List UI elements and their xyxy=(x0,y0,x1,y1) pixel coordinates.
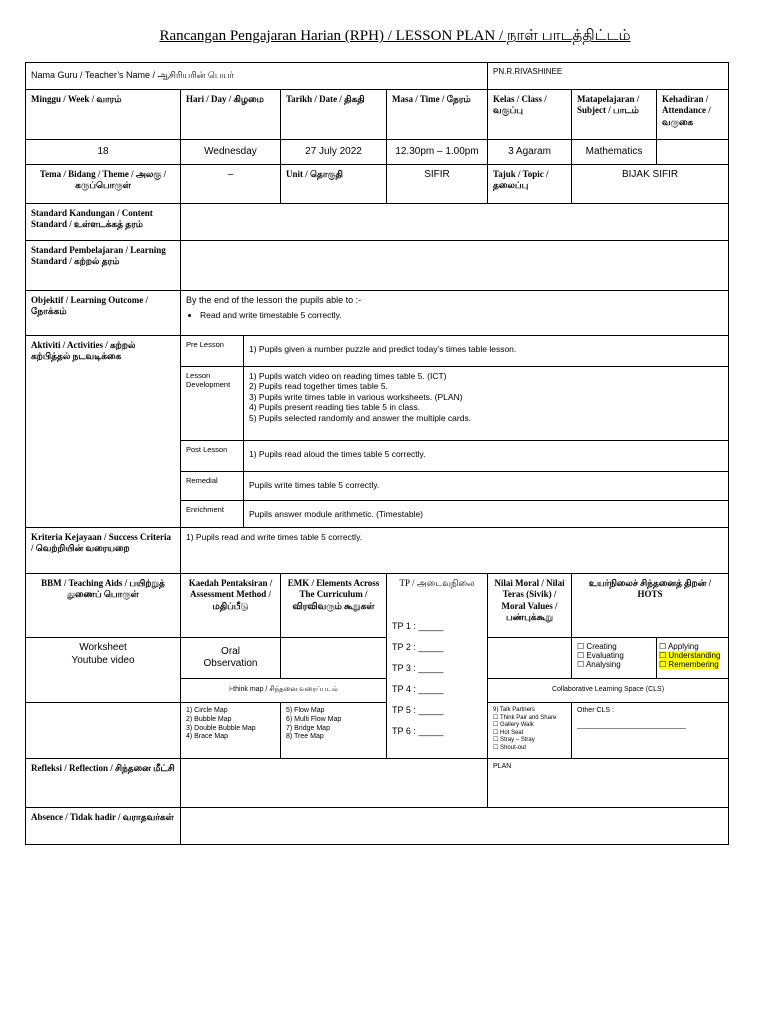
subject-value[interactable]: Mathematics xyxy=(572,140,657,165)
assessment-label: Kaedah Pentaksiran / Assessment Method / மதிப்பீடு xyxy=(181,574,281,638)
post-lesson-label: Post Lesson xyxy=(181,440,244,471)
topic-value[interactable]: BIJAK SIFIR xyxy=(572,165,729,204)
content-standard-label: Standard Kandungan / Content Standard / உள்ளடக்கத் தரம் xyxy=(26,204,181,241)
tp-level: TP 5 : _____ xyxy=(392,705,444,715)
hots-right[interactable] xyxy=(657,638,729,679)
class-value[interactable]: 3 Agaram xyxy=(488,140,572,165)
objective-cell[interactable] xyxy=(181,291,729,336)
topic-label: Tajuk / Topic / தலைப்பு xyxy=(488,165,572,204)
bbm-value[interactable] xyxy=(26,638,181,703)
remedial-text[interactable]: Pupils write times table 5 correctly. xyxy=(244,471,729,500)
success-label: Kriteria Kejayaan / Success Criteria / வெற்றியின் வரையறை xyxy=(26,528,181,574)
development-line: 2) Pupils read together times table 5. xyxy=(249,381,388,392)
hots-left[interactable] xyxy=(572,638,657,679)
page-title: Rancangan Pengajaran Harian (RPH) / LESSON PLAN / நாள் பாடத்திட்டம் xyxy=(159,28,631,44)
objective-intro: By the end of the lesson the pupils able to :- xyxy=(186,295,362,305)
absence-label: Absence / Tidak hadir / வராதவர்கள் xyxy=(26,808,181,845)
teacher-label: Nama Guru / Teacher’s Name / ஆசிரியரின் பெயர் xyxy=(26,63,488,90)
teacher-name[interactable]: PN.R.RIVASHINEE xyxy=(488,63,729,90)
emk-value[interactable] xyxy=(281,638,387,679)
week-header: Minggu / Week / வாரம் xyxy=(26,90,181,140)
objective-bullet: • Read and write timestable 5 correctly. xyxy=(200,310,723,321)
activities-table xyxy=(181,336,728,527)
bbm-label: BBM / Teaching Aids / பயிற்றுத் துணைப் பொருள் xyxy=(26,574,181,638)
cls-option[interactable]: 9) Talk Partners xyxy=(493,707,535,713)
tp-level: TP 1 : _____ xyxy=(392,621,444,631)
development-line: 1) Pupils watch video on reading times table 5. (ICT) xyxy=(249,370,447,381)
week-value[interactable]: 18 xyxy=(26,140,181,165)
other-cls-line[interactable]: ____________________________ xyxy=(577,721,687,729)
hots-option[interactable]: ☐ Evaluating xyxy=(577,651,624,661)
ithink-option[interactable]: 1) Circle Map xyxy=(186,707,228,714)
ithink-option[interactable]: 6) Multi Flow Map xyxy=(286,715,342,723)
objective-label: Objektif / Learning Outcome / நோக்கம் xyxy=(26,291,181,336)
day-header: Hari / Day / கிழமை xyxy=(181,90,281,140)
assessment-item: Oral xyxy=(221,645,240,657)
enrichment-label: Enrichment xyxy=(181,500,244,527)
ithink-option[interactable]: 8) Tree Map xyxy=(286,733,324,741)
cls-label: Collaborative Learning Space (CLS) xyxy=(488,679,729,703)
ithink-option[interactable]: 2) Bubble Map xyxy=(186,715,232,723)
tp-level: TP 4 : _____ xyxy=(392,684,444,694)
time-header: Masa / Time / நேரம் xyxy=(387,90,488,140)
tp-level: TP 2 : _____ xyxy=(392,642,444,652)
lesson-plan-table xyxy=(25,62,729,845)
other-cls-label: Other CLS : xyxy=(577,707,614,714)
theme-label: Tema / Bidang / Theme / அலகு / கருப்பொருள் xyxy=(26,165,181,204)
tp-label: TP / அடைவுநிலை xyxy=(399,578,475,588)
subject-header: Matapelajaran / Subject / பாடம் xyxy=(572,90,657,140)
tp-level: TP 3 : _____ xyxy=(392,663,444,673)
development-text[interactable] xyxy=(244,366,729,440)
hots-option[interactable]: ☐ Applying xyxy=(659,642,699,651)
cls-option[interactable]: ☐ Stray – Stray xyxy=(493,737,535,743)
cls-option[interactable]: ☐ Think Pair and Share xyxy=(493,714,557,721)
emk-label: EMK / Elements Across The Curriculum / விரவிவரும் கூறுகள் xyxy=(281,574,387,638)
ithink-option[interactable]: 5) Flow Map xyxy=(286,707,325,714)
moral-values-label: Nilai Moral / Nilai Teras (Sivik) / Moral Values / பண்புக்கூறு xyxy=(488,574,572,638)
pre-lesson-label: Pre Lesson xyxy=(181,336,244,366)
attendance-value[interactable] xyxy=(657,140,729,165)
date-header: Tarikh / Date / திகதி xyxy=(281,90,387,140)
hots-option xyxy=(659,651,723,660)
pre-lesson-text[interactable]: 1) Pupils given a number puzzle and predict today’s times table lesson. xyxy=(244,336,729,366)
hots-option[interactable]: ☐ Analysing xyxy=(577,660,621,670)
tp-level: TP 6 : _____ xyxy=(392,726,444,736)
learning-standard-label: Standard Pembelajaran / Learning Standard / கற்றல் தரம் xyxy=(26,241,181,291)
reflection-label: Refleksi / Reflection / சிந்தனை மீட்சி xyxy=(26,759,181,808)
bbm-item: Youtube video xyxy=(71,654,135,666)
class-header: Kelas / Class / வகுப்பு xyxy=(488,90,572,140)
cls-option[interactable]: ☐ Gallery Walk xyxy=(493,722,534,728)
activities-label: Aktiviti / Activities / கற்றல் கற்பித்தல் நடவடிக்கை xyxy=(26,336,181,528)
hots-option-highlighted[interactable]: ☐ Understanding xyxy=(659,651,721,661)
unit-label: Unit / தொகுதி xyxy=(281,165,387,204)
hots-option[interactable]: ☐ Creating xyxy=(577,642,617,651)
theme-value[interactable]: – xyxy=(181,165,281,204)
assessment-item: Observation xyxy=(203,658,258,669)
day-value[interactable]: Wednesday xyxy=(181,140,281,165)
hots-label: உயர்நிலைச் சிந்தனைத் திறன் / HOTS xyxy=(572,574,729,638)
ithink-right[interactable] xyxy=(281,703,387,759)
ithink-label: i-think map / சிந்தனை வரைப்படம் xyxy=(181,679,387,703)
development-line: 5) Pupils selected randomly and answer the multiple cards. xyxy=(249,413,472,423)
plan-cell[interactable]: PLAN xyxy=(488,759,729,808)
ithink-option[interactable]: 7) Bridge Map xyxy=(286,724,330,732)
remedial-label: Remedial xyxy=(181,471,244,500)
enrichment-text[interactable]: Pupils answer module arithmetic. (Timestable) xyxy=(249,508,423,519)
moral-values-value[interactable] xyxy=(488,638,572,679)
absence-value[interactable] xyxy=(181,808,729,845)
tp-cell xyxy=(387,574,488,759)
cls-option[interactable]: ☐ Shout-out xyxy=(493,744,527,751)
time-value[interactable]: 12.30pm – 1.00pm xyxy=(387,140,488,165)
unit-value[interactable]: SIFIR xyxy=(387,165,488,204)
ithink-option[interactable]: 3) Double Bubble Map xyxy=(186,724,256,732)
tp-levels[interactable] xyxy=(387,616,487,742)
ithink-left[interactable] xyxy=(181,703,281,759)
development-label: Lesson Development xyxy=(181,366,244,440)
reflection-value[interactable] xyxy=(181,759,488,808)
other-cls[interactable] xyxy=(572,703,729,759)
assessment-value[interactable] xyxy=(181,638,281,679)
content-standard-value[interactable] xyxy=(181,204,729,241)
activities-cell xyxy=(181,336,729,528)
bbm-item: Worksheet xyxy=(79,642,127,653)
hots-option-highlighted[interactable]: ☐ Remembering xyxy=(659,660,719,670)
ithink-option[interactable]: 4) Brace Map xyxy=(186,733,229,741)
cls-option[interactable]: ☐ Hot Seat xyxy=(493,729,524,736)
development-line: 3) Pupils write times table in various worksheets. (PLAN) xyxy=(249,391,463,402)
learning-standard-value[interactable] xyxy=(181,241,729,291)
attendance-header: Kehadiran / Attendance / வருகை xyxy=(657,90,729,140)
success-value[interactable]: 1) Pupils read and write times table 5 correctly. xyxy=(181,528,729,574)
cls-list[interactable] xyxy=(488,703,572,759)
date-value[interactable]: 27 July 2022 xyxy=(281,140,387,165)
bbm-empty xyxy=(26,703,181,759)
post-lesson-text[interactable]: 1) Pupils read aloud the times table 5 correctly. xyxy=(244,440,729,471)
development-line: 4) Pupils present reading ties table 5 in class. xyxy=(249,402,421,413)
hots-option xyxy=(659,660,723,669)
